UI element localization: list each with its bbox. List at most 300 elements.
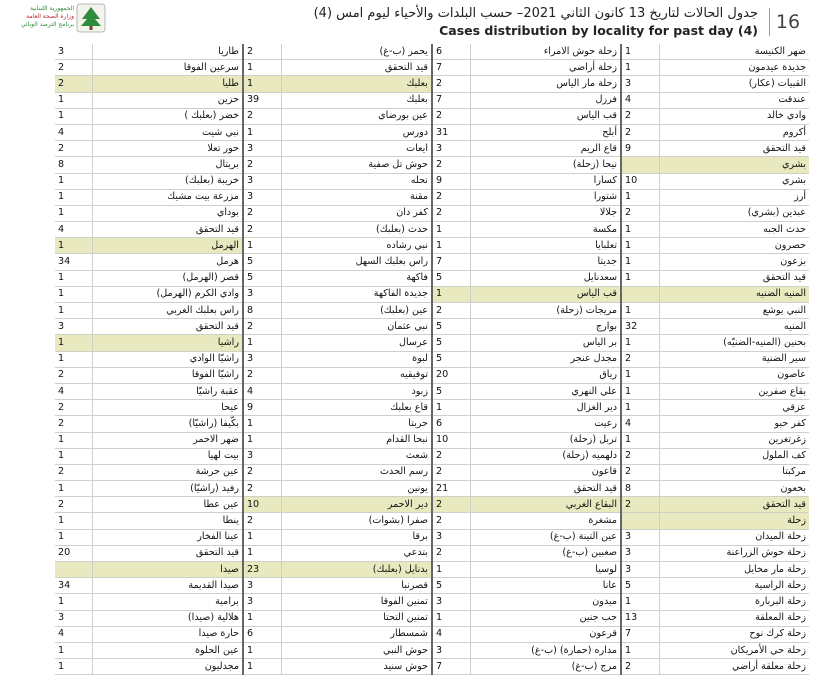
locality-name: قيد التحقق: [659, 141, 809, 157]
case-count: 3: [243, 141, 281, 157]
case-count: 1: [55, 448, 92, 464]
case-count: 2: [432, 303, 470, 319]
case-count: 10: [243, 497, 281, 513]
case-count: 20: [432, 367, 470, 383]
locality-name: بتدعي: [281, 545, 432, 561]
locality-name: حدث الجبه: [659, 222, 809, 238]
locality-name: بكّيفا (راشيّا): [92, 416, 243, 432]
locality-name: الهرمل: [92, 238, 243, 254]
locality-name: بقاع صفرين: [659, 383, 809, 399]
case-count: 2: [432, 545, 470, 561]
case-count: 7: [432, 60, 470, 76]
case-count: 4: [55, 383, 92, 399]
locality-name: كف الملول: [659, 448, 809, 464]
case-count: 7: [432, 659, 470, 675]
locality-name: زحلة مار الياس: [470, 76, 621, 92]
locality-name: حوش النبي: [281, 642, 432, 658]
case-count: 1: [621, 238, 659, 254]
table-row: [55, 92, 809, 108]
table-row: [55, 205, 809, 221]
case-count: 2: [432, 448, 470, 464]
locality-name: فاكهة: [281, 270, 432, 286]
locality-name: وادي الكرم (الهرمل): [92, 286, 243, 302]
table-row: [55, 578, 809, 594]
locality-name: بيت لهيا: [92, 448, 243, 464]
case-count: 5: [432, 383, 470, 399]
case-count: 1: [621, 222, 659, 238]
case-count: 1: [55, 92, 92, 108]
case-count: 2: [621, 464, 659, 480]
locality-name: حوش سنيد: [281, 659, 432, 675]
table-row: [55, 189, 809, 205]
locality-name: خضر (بعلبك ): [92, 108, 243, 124]
locality-name: حزين: [92, 92, 243, 108]
case-count: 1: [243, 642, 281, 658]
case-count: 8: [55, 157, 92, 173]
locality-name: علي النهري: [470, 383, 621, 399]
case-count: 2: [432, 108, 470, 124]
case-count: 1: [621, 432, 659, 448]
case-count: 1: [55, 351, 92, 367]
locality-name: عزقي: [659, 400, 809, 416]
locality-name: قيد التحقق: [281, 60, 432, 76]
case-count: 5: [621, 578, 659, 594]
cases-table: [55, 44, 809, 675]
table-row: [55, 481, 809, 497]
locality-name: بخعون: [659, 481, 809, 497]
case-count: 6: [432, 416, 470, 432]
table-row: [55, 108, 809, 124]
case-count: 34: [55, 578, 92, 594]
case-count: 5: [243, 254, 281, 270]
locality-name: بزعون: [659, 254, 809, 270]
case-count: 1: [243, 76, 281, 92]
locality-name: عين حرشة: [92, 464, 243, 480]
case-count: 23: [243, 562, 281, 578]
locality-name: وادي خالد: [659, 108, 809, 124]
locality-name: المنيه الضنيه: [659, 286, 809, 302]
locality-name: دلهميه (زحلة): [470, 448, 621, 464]
locality-name: عرسال: [281, 335, 432, 351]
locality-name: زحلة كرك نوح: [659, 626, 809, 642]
logo-text: [6, 5, 74, 29]
case-count: 1: [621, 335, 659, 351]
case-count: 4: [432, 626, 470, 642]
locality-name: هرمل: [92, 254, 243, 270]
case-count: 2: [621, 497, 659, 513]
table-row: [55, 464, 809, 480]
case-count: 8: [621, 481, 659, 497]
locality-name: قب الياس: [470, 286, 621, 302]
case-count: 3: [243, 173, 281, 189]
locality-name: رفيد (راشيّا): [92, 481, 243, 497]
table-row: [55, 497, 809, 513]
table-row: [55, 270, 809, 286]
locality-name: حور تعلا: [92, 141, 243, 157]
locality-name: عانا: [470, 578, 621, 594]
case-count: 3: [621, 76, 659, 92]
locality-name: كفر دان: [281, 205, 432, 221]
case-count: 4: [621, 416, 659, 432]
case-count: 1: [243, 432, 281, 448]
case-count: 2: [432, 497, 470, 513]
table-row: [55, 238, 809, 254]
locality-name: مجدليون: [92, 659, 243, 675]
case-count: 1: [243, 610, 281, 626]
case-count: 5: [432, 335, 470, 351]
case-count: 1: [621, 594, 659, 610]
locality-name: زبود: [281, 383, 432, 399]
locality-name: المنيه: [659, 319, 809, 335]
case-count: 5: [432, 319, 470, 335]
locality-name: صيدا: [92, 562, 243, 578]
case-count: 3: [621, 562, 659, 578]
case-count: 2: [55, 367, 92, 383]
locality-name: النبي يوشع: [659, 303, 809, 319]
locality-name: زحلة الراسية: [659, 578, 809, 594]
locality-name: زحلة البربارة: [659, 594, 809, 610]
case-count: 1: [55, 513, 92, 529]
table-row: [55, 335, 809, 351]
case-count: 1: [432, 222, 470, 238]
case-count: 4: [55, 222, 92, 238]
case-count: 1: [55, 173, 92, 189]
table-row: [55, 60, 809, 76]
case-count: 2: [621, 659, 659, 675]
locality-name: عين التينة (ب-غ): [470, 529, 621, 545]
case-count: 2: [243, 108, 281, 124]
case-count: 1: [55, 205, 92, 221]
table-row: [55, 319, 809, 335]
case-count: 1: [621, 400, 659, 416]
table-row: [55, 157, 809, 173]
case-count: 2: [432, 464, 470, 480]
locality-name: عيحا: [92, 400, 243, 416]
locality-name: زحلة المعلقة: [659, 610, 809, 626]
locality-name: شعث: [281, 448, 432, 464]
case-count: 3: [243, 351, 281, 367]
locality-name: سير الضنية: [659, 351, 809, 367]
locality-name: زحلة مار مخايل: [659, 562, 809, 578]
table-row: [55, 44, 809, 60]
table-row: [55, 222, 809, 238]
locality-name: حدث (بعلبك): [281, 222, 432, 238]
logo-line-1: الجمهورية اللبنانية: [29, 5, 74, 12]
locality-name: زحلة حوش الزراعنة: [659, 545, 809, 561]
table-row: [55, 173, 809, 189]
header: [0, 0, 820, 44]
locality-name: ضهر الكنيسة: [659, 44, 809, 60]
case-count: 3: [432, 594, 470, 610]
case-count: 1: [621, 189, 659, 205]
locality-name: سرعين الفوقا: [92, 60, 243, 76]
case-count: 2: [243, 44, 281, 60]
table-row: [55, 659, 809, 675]
locality-name: عينا الفخار: [92, 529, 243, 545]
table-row: [55, 513, 809, 529]
case-count: 3: [55, 319, 92, 335]
case-count: 1: [621, 367, 659, 383]
case-count: 3: [243, 189, 281, 205]
locality-name: حربتا: [281, 416, 432, 432]
case-count: 9: [621, 141, 659, 157]
locality-name: زحلة الميدان: [659, 529, 809, 545]
locality-name: قيد التحقق: [92, 319, 243, 335]
case-count: 2: [243, 481, 281, 497]
table-row: [55, 383, 809, 399]
case-count: 1: [55, 303, 92, 319]
case-count: 2: [432, 513, 470, 529]
case-count: 1: [432, 610, 470, 626]
case-count: 1: [55, 286, 92, 302]
locality-name: أكروم: [659, 124, 809, 140]
table-row: [55, 76, 809, 92]
table-row: [55, 545, 809, 561]
locality-name: جب جنين: [470, 610, 621, 626]
locality-name: قاع الريم: [470, 141, 621, 157]
locality-name: عين الحلوة: [92, 642, 243, 658]
case-count: 1: [621, 44, 659, 60]
table-row: [55, 642, 809, 658]
locality-name: حارة صيدا: [92, 626, 243, 642]
case-count: 3: [243, 578, 281, 594]
locality-name: تربل (زحلة): [470, 432, 621, 448]
locality-name: زحلة أراضي: [470, 60, 621, 76]
case-count: 1: [55, 108, 92, 124]
locality-name: دورس: [281, 124, 432, 140]
locality-name: توفيقيه: [281, 367, 432, 383]
case-count: 3: [432, 642, 470, 658]
case-count: 2: [432, 205, 470, 221]
locality-name: بدنايل (بعلبك): [281, 562, 432, 578]
case-count: 21: [432, 481, 470, 497]
locality-name: قيد التحقق: [659, 270, 809, 286]
locality-name: راشيّا الفوقا: [92, 367, 243, 383]
locality-name: قاعون: [470, 464, 621, 480]
case-count: 13: [621, 610, 659, 626]
case-count: 3: [243, 286, 281, 302]
locality-name: جلالا: [470, 205, 621, 221]
table-row: [55, 529, 809, 545]
case-count: 8: [243, 303, 281, 319]
locality-name: القبيات (عكار): [659, 76, 809, 92]
case-count: 1: [243, 545, 281, 561]
locality-name: عبدين (بشري): [659, 205, 809, 221]
locality-name: قب الياس: [470, 108, 621, 124]
locality-name: أبلح: [470, 124, 621, 140]
table-row: [55, 626, 809, 642]
case-count: 3: [621, 529, 659, 545]
locality-name: مقنة: [281, 189, 432, 205]
locality-name: خريبة (بعلبك): [92, 173, 243, 189]
locality-name: نحله: [281, 173, 432, 189]
locality-name: حصرون: [659, 238, 809, 254]
locality-name: قيد التحقق: [470, 481, 621, 497]
locality-name: قيد التحقق: [92, 545, 243, 561]
table-row: [55, 432, 809, 448]
locality-name: زحلة: [659, 513, 809, 529]
locality-name: رعيت: [470, 416, 621, 432]
case-count: [621, 513, 659, 529]
locality-name: راشيّا الوادي: [92, 351, 243, 367]
case-count: 1: [432, 238, 470, 254]
case-count: 4: [55, 124, 92, 140]
case-count: 2: [243, 513, 281, 529]
locality-name: البقاع الغربي: [470, 497, 621, 513]
locality-name: رسم الحدث: [281, 464, 432, 480]
locality-name: قيد التحقق: [92, 222, 243, 238]
locality-name: جديدة الفاكهة: [281, 286, 432, 302]
locality-name: ينطا: [92, 513, 243, 529]
case-count: 2: [621, 351, 659, 367]
case-count: 1: [55, 432, 92, 448]
case-count: 6: [432, 44, 470, 60]
locality-name: صغبين (ب-غ): [470, 545, 621, 561]
locality-name: دير الاحمر: [281, 497, 432, 513]
cases-table-body: [55, 44, 809, 675]
locality-name: مداره (حمارة) (ب-غ): [470, 642, 621, 658]
case-count: 1: [243, 60, 281, 76]
case-count: 2: [55, 464, 92, 480]
case-count: 2: [243, 222, 281, 238]
locality-name: جديتا: [470, 254, 621, 270]
case-count: 2: [243, 157, 281, 173]
locality-name: تمنين الفوقا: [281, 594, 432, 610]
case-count: [621, 286, 659, 302]
locality-name: أرز: [659, 189, 809, 205]
case-count: 1: [432, 400, 470, 416]
case-count: 3: [55, 610, 92, 626]
case-count: 1: [621, 642, 659, 658]
locality-name: زحلة حي الأمريكان: [659, 642, 809, 658]
case-count: 1: [243, 335, 281, 351]
table-row: [55, 254, 809, 270]
locality-name: مزرعة بيت مشيك: [92, 189, 243, 205]
case-count: 2: [55, 497, 92, 513]
locality-name: عندقت: [659, 92, 809, 108]
case-count: 1: [243, 416, 281, 432]
case-count: 1: [243, 124, 281, 140]
locality-name: مريجات (زحلة): [470, 303, 621, 319]
logo-line-3: برنامج الترصد الوبائي: [20, 21, 74, 28]
locality-name: مكسة: [470, 222, 621, 238]
case-count: [55, 562, 92, 578]
table-row: [55, 562, 809, 578]
locality-name: راس بعلبك الغربي: [92, 303, 243, 319]
locality-name: شمسطار: [281, 626, 432, 642]
case-count: 39: [243, 92, 281, 108]
case-count: 2: [55, 141, 92, 157]
case-count: 1: [432, 286, 470, 302]
locality-name: بعلبك: [281, 92, 432, 108]
case-count: 1: [621, 383, 659, 399]
case-count: 1: [621, 270, 659, 286]
case-count: 1: [621, 254, 659, 270]
locality-name: راشيا: [92, 335, 243, 351]
locality-name: نبي شيت: [92, 124, 243, 140]
locality-name: طليا: [92, 76, 243, 92]
case-count: 5: [432, 351, 470, 367]
case-count: 2: [621, 124, 659, 140]
case-count: 4: [621, 92, 659, 108]
locality-name: عاصون: [659, 367, 809, 383]
case-count: 2: [621, 108, 659, 124]
case-count: 7: [621, 626, 659, 642]
locality-name: ضهر الاحمر: [92, 432, 243, 448]
table-row: [55, 400, 809, 416]
case-count: 3: [243, 594, 281, 610]
table-row: [55, 286, 809, 302]
case-count: 2: [621, 205, 659, 221]
case-count: 7: [432, 92, 470, 108]
locality-name: مشغرة: [470, 513, 621, 529]
table-row: [55, 448, 809, 464]
case-count: 5: [243, 270, 281, 286]
locality-name: مركبتا: [659, 464, 809, 480]
case-count: 34: [55, 254, 92, 270]
case-count: 1: [55, 659, 92, 675]
locality-name: نبحا القدام: [281, 432, 432, 448]
locality-name: لبوة: [281, 351, 432, 367]
locality-name: قرعون: [470, 626, 621, 642]
case-count: 1: [432, 562, 470, 578]
locality-name: عين بورضاي: [281, 108, 432, 124]
case-count: 1: [55, 189, 92, 205]
locality-name: طاريا: [92, 44, 243, 60]
case-count: 32: [621, 319, 659, 335]
locality-name: نيحا (زحلة): [470, 157, 621, 173]
locality-name: شتورا: [470, 189, 621, 205]
case-count: 4: [243, 383, 281, 399]
case-count: 1: [55, 270, 92, 286]
case-count: 10: [621, 173, 659, 189]
case-count: 2: [432, 189, 470, 205]
case-count: 1: [55, 238, 92, 254]
locality-name: فرزل: [470, 92, 621, 108]
locality-name: صيدا القديمة: [92, 578, 243, 594]
locality-name: زغرتغرين: [659, 432, 809, 448]
case-count: 1: [621, 303, 659, 319]
table-row: [55, 367, 809, 383]
locality-name: بريتال: [92, 157, 243, 173]
locality-name: قصرنبا: [281, 578, 432, 594]
locality-name: برامية: [92, 594, 243, 610]
locality-name: بر الياس: [470, 335, 621, 351]
locality-name: دير الغزال: [470, 400, 621, 416]
case-count: 6: [243, 626, 281, 642]
case-count: 1: [621, 60, 659, 76]
case-count: 2: [55, 416, 92, 432]
case-count: 20: [55, 545, 92, 561]
locality-name: بحنين (المنيه-الضنيّه): [659, 335, 809, 351]
locality-name: رياق: [470, 367, 621, 383]
locality-name: عين عطا: [92, 497, 243, 513]
locality-name: قاع بعلبك: [281, 400, 432, 416]
case-count: 3: [55, 44, 92, 60]
case-count: 10: [432, 432, 470, 448]
case-count: 1: [55, 594, 92, 610]
locality-name: بشري: [659, 173, 809, 189]
locality-name: بوداي: [92, 205, 243, 221]
table-row: [55, 141, 809, 157]
case-count: 2: [432, 76, 470, 92]
case-count: 1: [243, 529, 281, 545]
locality-name: ميدون: [470, 594, 621, 610]
case-count: 1: [243, 238, 281, 254]
locality-name: سعدنايل: [470, 270, 621, 286]
table-row: [55, 351, 809, 367]
locality-name: كفر حبو: [659, 416, 809, 432]
